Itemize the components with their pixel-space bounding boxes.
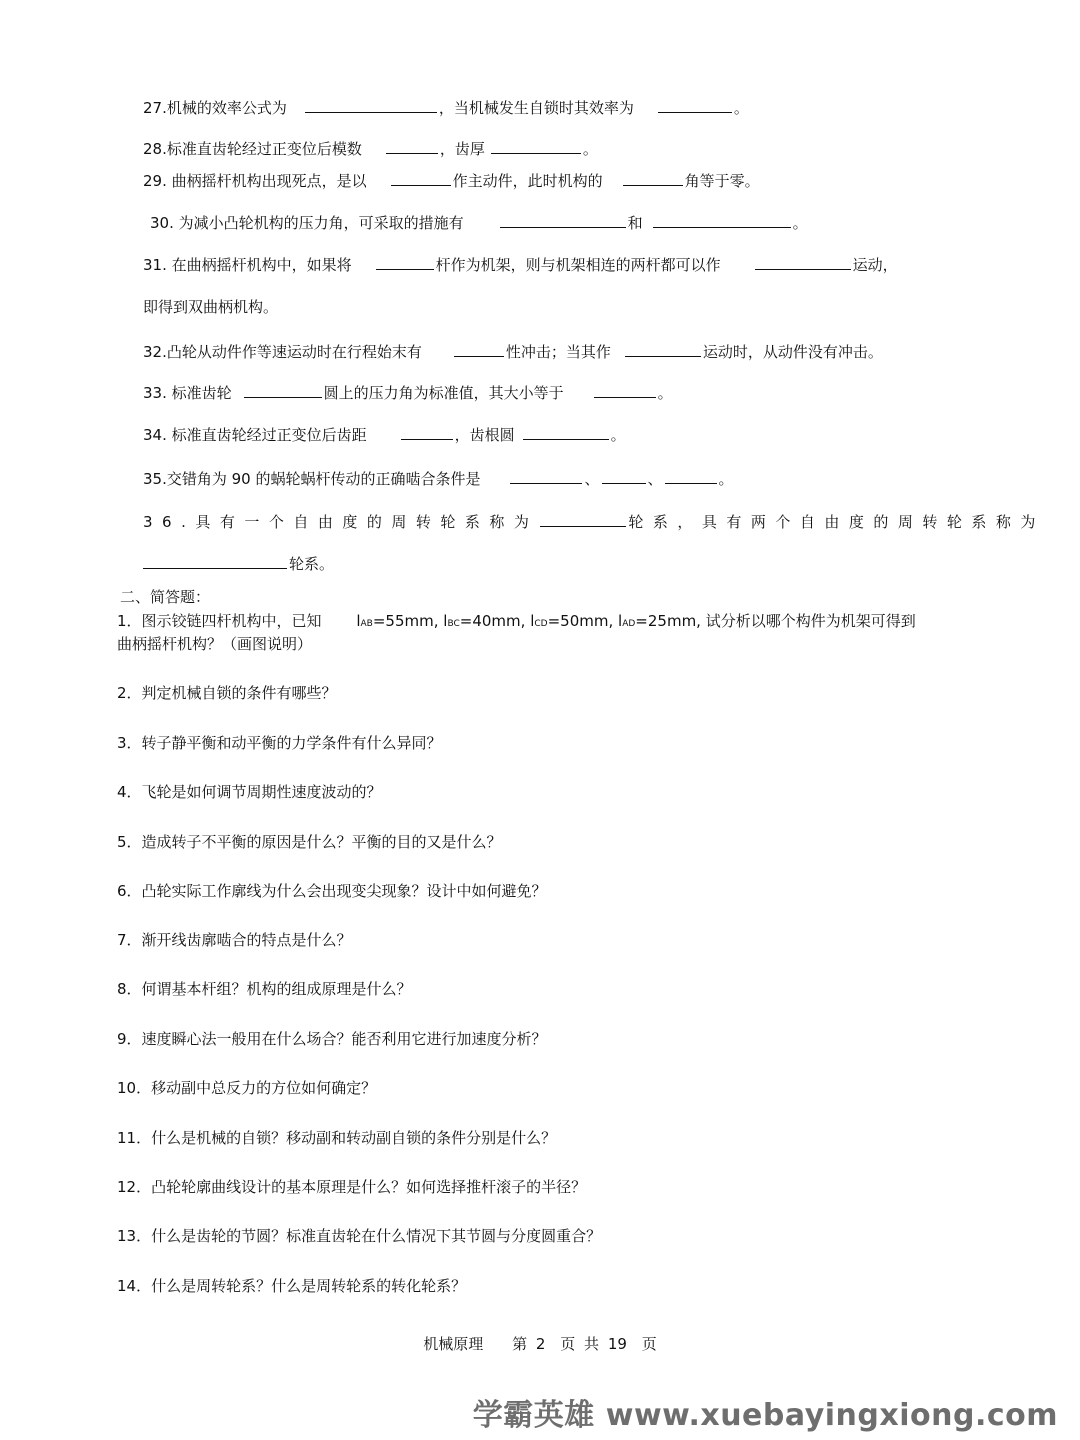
q1-sub-bc: BC <box>447 619 460 629</box>
q35-text-a: 35.交错角为 90 的蜗轮蜗杆传动的正确啮合条件是 <box>143 470 481 488</box>
short-question: 7．渐开线齿廓啮合的特点是什么？ <box>117 931 352 949</box>
section-title: 二、简答题： <box>120 588 211 606</box>
answer-blank <box>376 254 434 270</box>
q33-text-a: 33. 标准齿轮 <box>143 384 232 402</box>
q29-text-c: 角等于零。 <box>684 172 760 190</box>
q36-text-a: 36.具有一个自由度的周转轮系称为 <box>143 513 539 531</box>
short-question: 6．凸轮实际工作廓线为什么会出现变尖现象？设计中如何避免？ <box>117 882 547 900</box>
question-32 <box>143 341 883 363</box>
q28-text-b: ，齿厚 <box>439 140 485 158</box>
q1-val-ab: =55mm, <box>372 612 439 630</box>
short-question: 12．凸轮轮廓曲线设计的基本原理是什么？如何选择推杆滚子的半径？ <box>117 1178 587 1196</box>
q32-text-b: 性冲击；当其作 <box>505 343 611 361</box>
short-question: 2．判定机械自锁的条件有哪些？ <box>117 684 337 702</box>
answer-blank <box>755 254 851 270</box>
answer-blank <box>658 97 732 113</box>
q35-sep-2: 、 <box>647 470 663 488</box>
q27-text-a: 27.机械的效率公式为 <box>143 99 287 117</box>
q28-text-a: 28.标准直齿轮经过正变位后模数 <box>143 140 362 158</box>
q33-text-c: 。 <box>657 384 673 402</box>
q1-val-cd: =50mm, <box>547 612 614 630</box>
question-27 <box>143 97 749 119</box>
q1-val-ad: =25mm, <box>635 612 701 630</box>
question-31-cont <box>143 296 278 318</box>
footer-text: 共 <box>584 1335 600 1353</box>
q27-text-c: 。 <box>733 99 749 117</box>
question-36 <box>143 511 1045 533</box>
footer-page-number: 2 <box>535 1335 546 1353</box>
q32-text-a: 32.凸轮从动件作等速运动时在行程始末有 <box>143 343 422 361</box>
answer-blank <box>665 468 717 484</box>
short-question: 8．何谓基本杆组？机构的组成原理是什么？ <box>117 980 412 998</box>
watermark: 学霸英雄 www.xuebayingxiong.com <box>472 1398 1058 1433</box>
question-28 <box>143 138 598 160</box>
q31-text-c: 运动， <box>852 256 898 274</box>
q1-l-symbol: l <box>530 612 535 630</box>
q1-l-symbol: l <box>356 612 361 630</box>
q33-text-b: 圆上的压力角为标准值，其大小等于 <box>323 384 564 402</box>
q31-text-d: 即得到双曲柄机构。 <box>143 298 279 316</box>
short-question: 5．造成转子不平衡的原因是什么？平衡的目的又是什么？ <box>117 833 502 851</box>
q34-text-b: ，齿根圆 <box>454 426 515 444</box>
question-35 <box>143 468 734 490</box>
short-question-1-cont: 曲柄摇杆机构？（画图说明） <box>117 635 313 653</box>
q27-text-b: ，当机械发生自锁时其效率为 <box>438 99 634 117</box>
short-question: 11．什么是机械的自锁？移动副和转动副自锁的条件分别是什么？ <box>117 1129 557 1147</box>
q29-text-b: 作主动件，此时机构的 <box>452 172 603 190</box>
question-34 <box>143 424 626 446</box>
q1-l-symbol: l <box>443 612 448 630</box>
answer-blank <box>602 468 646 484</box>
q35-text-c: 。 <box>718 470 734 488</box>
short-question: 14．什么是周转轮系？什么是周转轮系的转化轮系？ <box>117 1277 467 1295</box>
q1-text: 1．图示铰链四杆机构中，已知 <box>117 612 322 630</box>
footer-text: 页 <box>641 1335 657 1353</box>
question-36-cont <box>143 553 334 575</box>
q1-sub-ad: AD <box>622 619 636 629</box>
footer-total-pages: 19 <box>607 1335 627 1353</box>
q1-sub-cd: CD <box>534 619 548 629</box>
question-33 <box>143 382 673 404</box>
footer-text: 页 <box>560 1335 576 1353</box>
q32-text-c: 运动时，从动件没有冲击。 <box>702 343 883 361</box>
answer-blank <box>491 138 581 154</box>
short-question: 10．移动副中总反力的方位如何确定？ <box>117 1079 377 1097</box>
answer-blank <box>625 341 701 357</box>
q30-text-c: 。 <box>792 214 808 232</box>
answer-blank <box>143 553 287 569</box>
q1-l-symbol: l <box>618 612 623 630</box>
footer-text: 第 <box>512 1335 528 1353</box>
footer-course: 机械原理 <box>423 1335 484 1353</box>
answer-blank <box>244 382 322 398</box>
answer-blank <box>454 341 504 357</box>
answer-blank <box>653 212 791 228</box>
short-question: 9．速度瞬心法一般用在什么场合？能否利用它进行加速度分析？ <box>117 1030 547 1048</box>
answer-blank <box>401 424 453 440</box>
answer-blank <box>623 170 683 186</box>
q36-text-b: 轮系，具有两个自由度的周转轮系称为 <box>628 513 1045 531</box>
answer-blank <box>594 382 656 398</box>
q35-sep-1: 、 <box>584 470 600 488</box>
answer-blank <box>305 97 437 113</box>
answer-blank <box>523 424 609 440</box>
question-30 <box>150 212 808 234</box>
q31-text-b: 杆作为机架，则与机架相连的两杆都可以作 <box>435 256 721 274</box>
q36-text-c: 轮系。 <box>289 555 335 573</box>
question-29 <box>143 170 760 192</box>
question-31 <box>143 254 898 276</box>
q34-text-c: 。 <box>610 426 626 444</box>
short-question: 3．转子静平衡和动平衡的力学条件有什么异同？ <box>117 734 442 752</box>
q1-val-bc: =40mm, <box>459 612 526 630</box>
short-question: 4．飞轮是如何调节周期性速度波动的？ <box>117 783 382 801</box>
answer-blank <box>391 170 451 186</box>
q30-text-a: 30. 为减小凸轮机构的压力角，可采取的措施有 <box>150 214 464 232</box>
q28-text-c: 。 <box>582 140 598 158</box>
q1-sub-ab: AB <box>360 619 373 629</box>
answer-blank <box>540 511 626 527</box>
q1-tail: 试分析以哪个构件为机架可得到 <box>705 612 916 630</box>
page-footer <box>0 1333 1080 1354</box>
answer-blank <box>500 212 626 228</box>
q29-text-a: 29. 曲柄摇杆机构出现死点，是以 <box>143 172 367 190</box>
q31-text-a: 31. 在曲柄摇杆机构中，如果将 <box>143 256 352 274</box>
short-question: 13．什么是齿轮的节圆？标准直齿轮在什么情况下其节圆与分度圆重合？ <box>117 1227 602 1245</box>
answer-blank <box>386 138 438 154</box>
q34-text-a: 34. 标准直齿轮经过正变位后齿距 <box>143 426 367 444</box>
q30-text-b: 和 <box>627 214 643 232</box>
answer-blank <box>510 468 582 484</box>
short-question-1 <box>117 610 916 635</box>
